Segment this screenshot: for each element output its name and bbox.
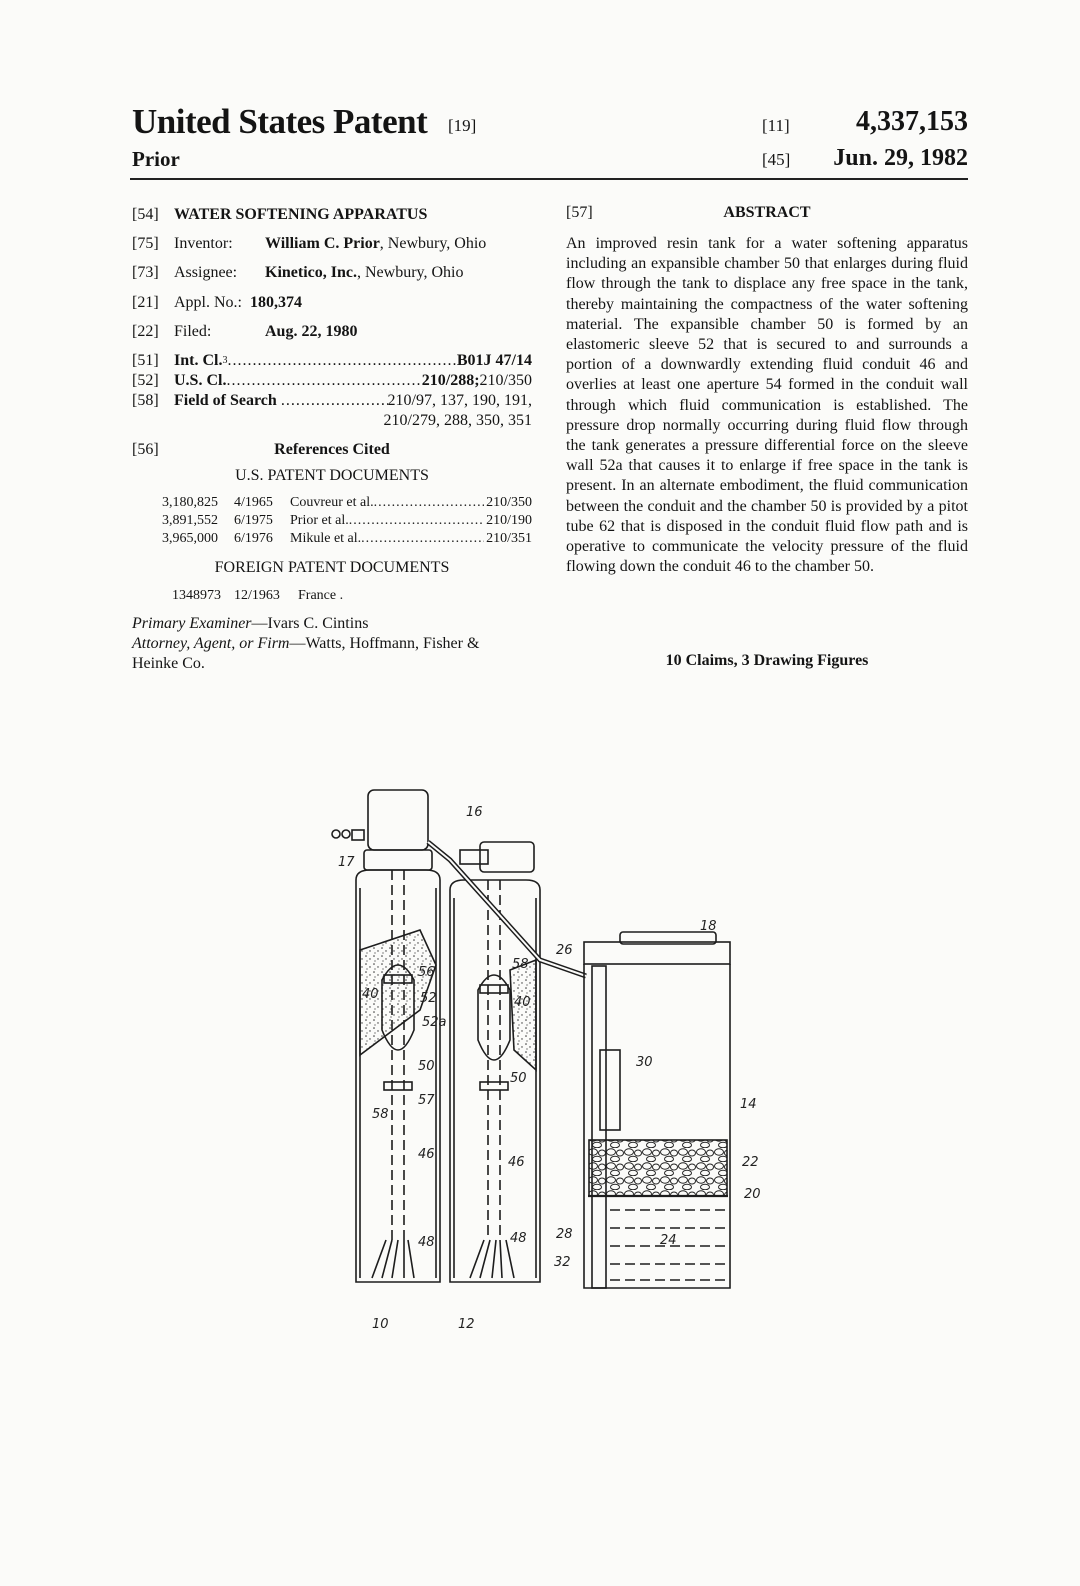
ref-class: 210/350 <box>486 495 532 510</box>
claims-summary: 10 Claims, 3 Drawing Figures <box>665 652 869 669</box>
us-patent-row <box>162 512 532 530</box>
attorney: —Watts, Hoffmann, Fisher & <box>289 635 480 652</box>
patent-title-heading: United States Patent <box>132 102 428 141</box>
ref-label-32: 32 <box>554 1255 571 1270</box>
field-code: [75] <box>132 235 159 252</box>
patent-number: 4,337,153 <box>856 106 968 137</box>
patent-date: Jun. 29, 1982 <box>833 145 968 171</box>
field-label: Appl. No.: <box>174 294 242 311</box>
patent-drawing <box>300 770 780 1340</box>
field-label: Inventor: <box>174 235 233 252</box>
number-code: [11] <box>762 116 790 135</box>
ref-number: 3,891,552 <box>162 513 218 528</box>
ref-label-50a: 50 <box>418 1059 435 1074</box>
abstract-heading: ABSTRACT <box>723 204 811 221</box>
ref-label-50b: 50 <box>510 1071 527 1086</box>
ref-name: Prior et al. <box>290 513 349 528</box>
ref-class: 210/351 <box>486 531 532 546</box>
abstract-heading-row <box>566 204 968 222</box>
examiner-block <box>132 614 532 674</box>
ref-label-48a: 48 <box>418 1235 435 1250</box>
ref-label-46b: 46 <box>508 1155 525 1170</box>
ref-label-30: 30 <box>636 1055 653 1070</box>
us-class-secondary: 210/350 <box>479 372 532 389</box>
field-21 <box>132 293 532 313</box>
field-label: U.S. Cl. <box>174 372 227 389</box>
ref-date: 6/1975 <box>234 513 273 528</box>
foreign-patents-heading: FOREIGN PATENT DOCUMENTS <box>214 559 450 576</box>
invention-title: WATER SOFTENING APPARATUS <box>174 206 428 223</box>
ref-country: France . <box>298 588 344 603</box>
ref-name: Couvreur et al. <box>290 495 374 510</box>
int-class: B01J 47/14 <box>456 352 532 369</box>
field-75 <box>132 234 532 254</box>
assignee-place: , Newbury, Ohio <box>357 264 464 281</box>
field-73 <box>132 263 532 283</box>
field-label-sup: 3 <box>222 355 228 366</box>
ref-label-58b: 58 <box>512 957 529 972</box>
us-patent-row <box>162 494 532 512</box>
ref-number: 3,965,000 <box>162 531 218 546</box>
ref-label-12: 12 <box>458 1317 475 1332</box>
primary-examiner: —Ivars C. Cintins <box>251 615 369 632</box>
field-code: [58] <box>132 392 159 409</box>
filed-date: Aug. 22, 1980 <box>265 323 358 340</box>
ref-name: Mikule et al. <box>290 531 362 546</box>
foreign-patent-row <box>172 587 542 605</box>
us-patent-row <box>162 530 532 548</box>
ref-date: 6/1976 <box>234 531 273 546</box>
field-code: [73] <box>132 264 159 281</box>
ref-label-17: 17 <box>338 855 355 870</box>
header-rule <box>130 178 968 180</box>
ref-label-20: 20 <box>744 1187 761 1202</box>
ref-date: 4/1965 <box>234 495 273 510</box>
ref-label-56: 56 <box>418 965 435 980</box>
abstract-code: [57] <box>566 204 593 221</box>
field-code: [51] <box>132 352 159 369</box>
brine-tank-14 <box>584 932 730 1288</box>
field-code: [54] <box>132 206 159 223</box>
field-code: [21] <box>132 294 159 311</box>
ref-label-26: 26 <box>556 943 573 958</box>
field-label: Filed: <box>174 323 212 340</box>
ref-label-40a: 40 <box>362 987 379 1002</box>
field-code: [22] <box>132 323 159 340</box>
ref-label-14: 14 <box>740 1097 757 1112</box>
ref-label-48b: 48 <box>510 1231 527 1246</box>
attorney-continued: Heinke Co. <box>132 655 205 672</box>
attorney-label: Attorney, Agent, or Firm <box>132 635 290 652</box>
field-51 <box>132 351 532 371</box>
us-patents-heading: U.S. PATENT DOCUMENTS <box>235 467 429 484</box>
ref-label-24: 24 <box>660 1233 677 1248</box>
field-code: [56] <box>132 441 159 458</box>
field-56 <box>132 440 532 460</box>
ref-label-40b: 40 <box>514 995 531 1010</box>
field-52 <box>132 371 532 391</box>
ref-label-18: 18 <box>700 919 717 934</box>
assignee-name: Kinetico, Inc. <box>265 264 357 281</box>
inventor-name: William C. Prior <box>265 235 380 252</box>
field-label: Assignee: <box>174 264 238 281</box>
field-54 <box>132 205 532 225</box>
field-code: [52] <box>132 372 159 389</box>
references-heading: References Cited <box>274 441 390 458</box>
field-22 <box>132 322 532 342</box>
ref-number: 1348973 <box>172 588 221 603</box>
date-code: [45] <box>762 150 791 169</box>
ref-label-57: 57 <box>418 1093 435 1108</box>
field-58 <box>132 391 532 411</box>
inventor-short-name: Prior <box>132 147 180 171</box>
ref-number: 3,180,825 <box>162 495 218 510</box>
ref-label-28: 28 <box>556 1227 573 1242</box>
appl-number: 180,374 <box>250 294 302 311</box>
ref-label-58a: 58 <box>372 1107 389 1122</box>
search-classes: 210/97, 137, 190, 191, <box>387 392 532 409</box>
ref-label-46a: 46 <box>418 1147 435 1162</box>
primary-examiner-label: Primary Examiner <box>132 615 252 632</box>
title-code: [19] <box>448 116 477 135</box>
inventor-place: , Newbury, Ohio <box>379 235 487 252</box>
field-label: Field of Search <box>174 392 277 409</box>
ref-label-10: 10 <box>372 1317 389 1332</box>
us-class-primary: 210/288; <box>421 372 480 389</box>
abstract-text: An improved resin tank for a water softening apparatus including an expansible chamber 50 that enlarges during fluid flow through the tank to displace any free space in the tank, thereby maintaining the compactness of the water softening material. The expansible chamber 50 is formed by an elastomeric sleeve 52 that is secured to and surrounds a portion of a downwardly extending fluid conduit 46 and overlies at least one aperture 54 formed in the conduit wall through which fluid communication is established. The pressure drop normally occurring during fluid flow through the tank generates a pressure differential force on the sleeve wall 52a that causes it to enlarge if free space in the tank is present. In an alternate embodiment, the fluid communication between the conduit and the chamber 50 is provided by a pitot tube 62 that is disposed in the conduit fluid flow path and is operative to communicate the velocity pressure of the fluid flowing down the conduit 46 to the chamber 50. <box>566 235 968 576</box>
ref-class: 210/190 <box>486 513 532 528</box>
ref-label-52a: 52a <box>422 1015 447 1030</box>
ref-label-16: 16 <box>466 805 483 820</box>
search-classes-continued: 210/279, 288, 350, 351 <box>383 412 532 429</box>
ref-label-22: 22 <box>742 1155 759 1170</box>
ref-label-52: 52 <box>420 991 437 1006</box>
ref-date: 12/1963 <box>234 588 280 603</box>
field-label: Int. Cl. <box>174 352 223 369</box>
